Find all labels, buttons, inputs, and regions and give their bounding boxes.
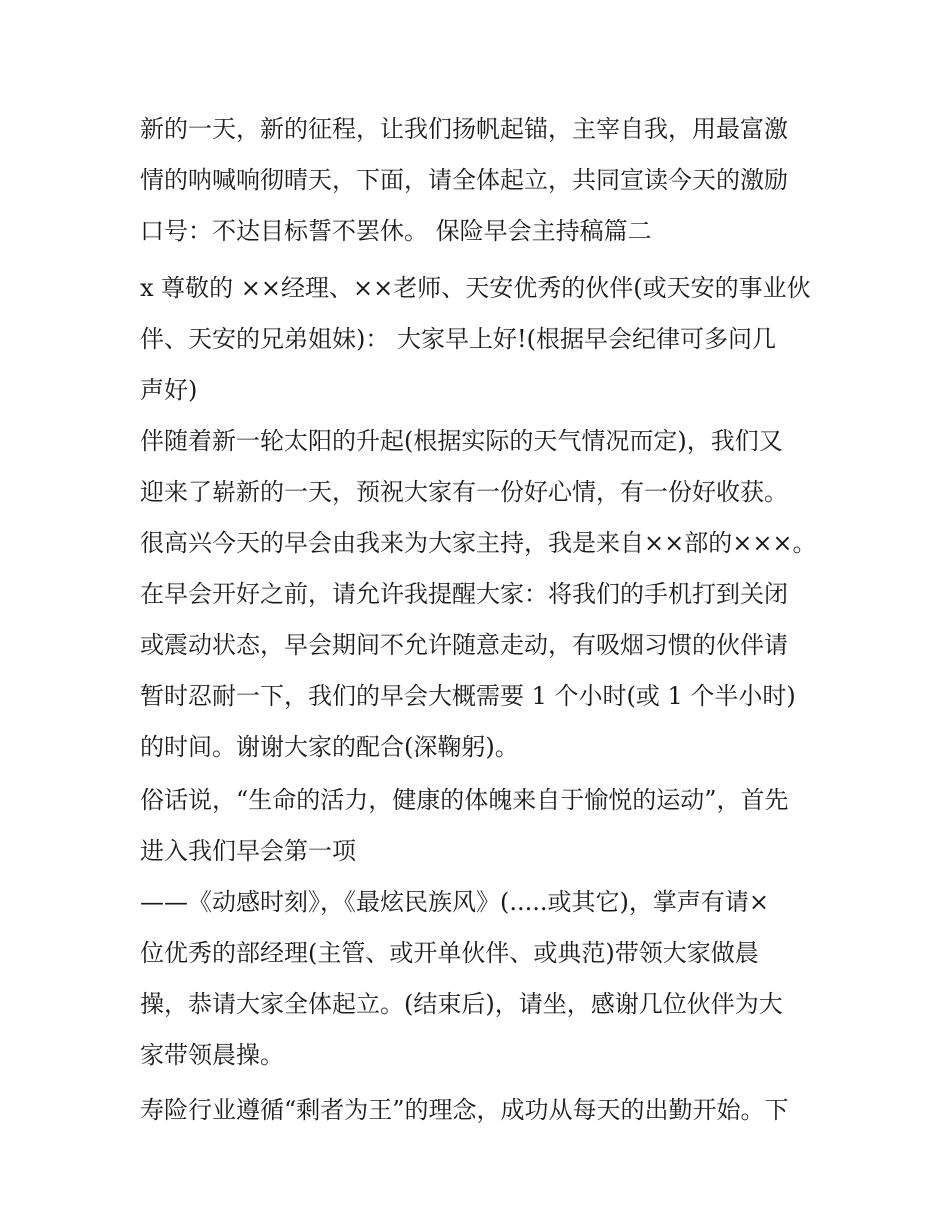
text-line: 伴随着新一轮太阳的升起(根据实际的天气情况而定)，我们又 [140,427,783,455]
text-line: 迎来了崭新的一天，预祝大家有一份好心情，有一份好收获。 [140,478,788,506]
text-line: 家带领晨操。 [140,1041,284,1069]
text-line: 寿险行业遵循“剩者为王”的理念，成功从每天的出勤开始。下 [140,1096,789,1124]
text-line: 的时间。谢谢大家的配合(深鞠躬)。 [140,733,519,761]
text-line: 位优秀的部经理(主管、或开单伙伴、或典范)带领大家做晨 [140,939,759,967]
text-line: 情的呐喊响彻晴天，下面，请全体起立，共同宣读今天的激励 [140,166,788,194]
text-line: ——《动感时刻》，《最炫民族风》(.....或其它)，掌声有请× [140,888,769,916]
document-body [140,104,820,1136]
text-line: x 尊敬的 ××经理、××老师、天安优秀的伙伴(或天安的事业伙 [140,274,811,302]
text-line: 新的一天，新的征程，让我们扬帆起锚，主宰自我，用最富激 [140,115,788,143]
text-line: 声好) [140,376,198,404]
text-line: 或震动状态，早会期间不允许随意走动，有吸烟习惯的伙伴请 [140,631,788,659]
text-line: 暂时忍耐一下，我们的早会大概需要 1 个小时(或 1 个半小时) [140,682,796,710]
text-line: 口号：不达目标誓不罢休。 保险早会主持稿篇二 [140,217,652,245]
text-line: 很高兴今天的早会由我来为大家主持，我是来自××部的×××。 [140,529,817,557]
text-line: 俗话说，“生命的活力，健康的体魄来自于愉悦的运动”，首先 [140,786,789,814]
text-line: 操，恭请大家全体起立。(结束后)，请坐，感谢几位伙伴为大 [140,990,783,1018]
text-line: 进入我们早会第一项 [140,837,356,865]
text-line: 在早会开好之前，请允许我提醒大家：将我们的手机打到关闭 [140,580,788,608]
text-line: 伴、天安的兄弟姐妹)： 大家早上好!(根据早会纪律可多问几 [140,325,776,353]
